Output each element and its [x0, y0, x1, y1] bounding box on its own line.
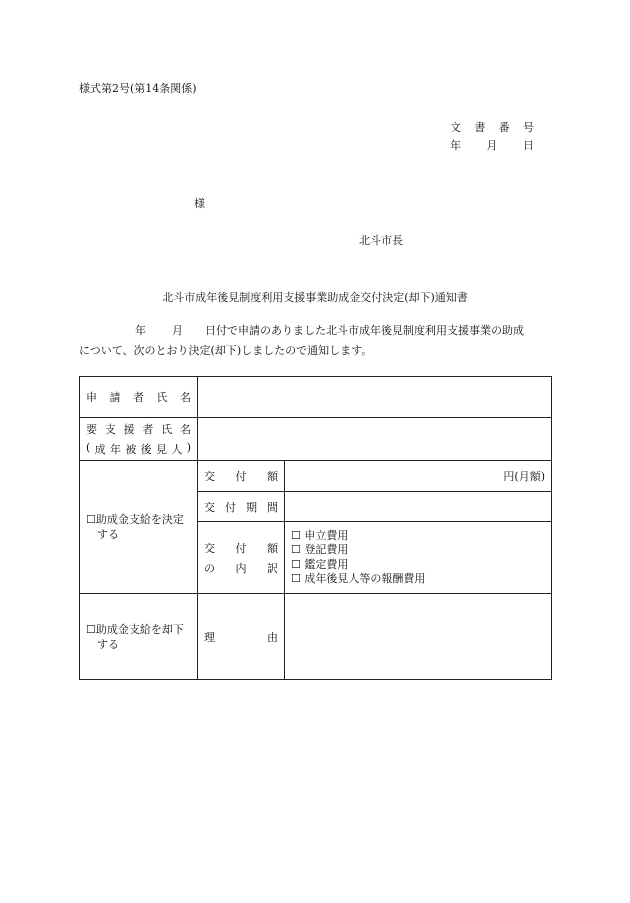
- checkbox-icon[interactable]: ☐: [86, 622, 96, 636]
- breakdown-item[interactable]: ☐ 申立費用: [291, 528, 349, 542]
- date-month: 月: [486, 139, 498, 152]
- body-line-1-text: 日付で申請のありました北斗市成年後見制度利用支援事業の助成: [205, 324, 524, 337]
- date-day: 日: [523, 139, 534, 152]
- doc-number-char: 号: [522, 121, 534, 134]
- body-year: 年: [135, 324, 146, 337]
- date-year: 年: [450, 139, 461, 152]
- form-number: 様式第2号(第14条関係): [79, 82, 197, 95]
- breakdown-item[interactable]: ☐ 成年後見人等の報酬費用: [291, 572, 426, 585]
- checkbox-icon[interactable]: ☐: [291, 543, 301, 556]
- body-text-line-2: について、次のとおり決定(却下)しましたので通知します。: [79, 344, 373, 357]
- applicant-name-field[interactable]: [198, 377, 552, 418]
- recipient-honorific: 様: [194, 197, 205, 210]
- document-title: 北斗市成年後見制度利用支援事業助成金交付決定(却下)通知書: [162, 291, 468, 304]
- grant-amount-label: 交 付 額: [198, 461, 285, 492]
- checkbox-icon[interactable]: ☐: [291, 528, 301, 542]
- sender-name: 北斗市長: [359, 234, 403, 247]
- doc-number-char: 書: [474, 121, 486, 134]
- grant-amount-field[interactable]: [285, 461, 552, 492]
- doc-number-char: 文: [450, 121, 461, 134]
- breakdown-item[interactable]: ☐ 鑑定費用: [291, 557, 349, 571]
- reason-label: 理 由: [198, 594, 285, 680]
- grant-period-label: 交 付 期 間: [198, 492, 285, 522]
- breakdown-label: 交 付 額 の 内 訳: [198, 522, 285, 594]
- checkbox-icon[interactable]: ☐: [86, 513, 96, 526]
- checkbox-icon[interactable]: ☐: [291, 557, 301, 571]
- grant-amount-unit: 円(月額): [503, 470, 545, 483]
- reject-option[interactable]: ☐助成金支給を却下 する: [80, 594, 198, 680]
- doc-number-char: 番: [498, 121, 510, 134]
- decision-form-table: [79, 376, 552, 680]
- supported-person-label: 要 支 援 者 氏 名 ( 成 年 被 後 見 人 ): [80, 418, 198, 461]
- grant-period-field[interactable]: [285, 492, 552, 522]
- breakdown-checklist: [285, 522, 552, 594]
- date-label: [450, 137, 534, 153]
- applicant-name-label: 申 請 者 氏 名: [80, 377, 198, 418]
- decide-option[interactable]: ☐助成金支給を決定 する: [80, 461, 198, 594]
- document-number-label: [450, 119, 534, 135]
- body-text-line-1: [79, 322, 524, 338]
- breakdown-item[interactable]: ☐ 登記費用: [291, 543, 349, 556]
- body-month: 月: [172, 324, 183, 337]
- supported-person-field[interactable]: [198, 418, 552, 461]
- reason-field[interactable]: [285, 594, 552, 680]
- checkbox-icon[interactable]: ☐: [291, 572, 301, 585]
